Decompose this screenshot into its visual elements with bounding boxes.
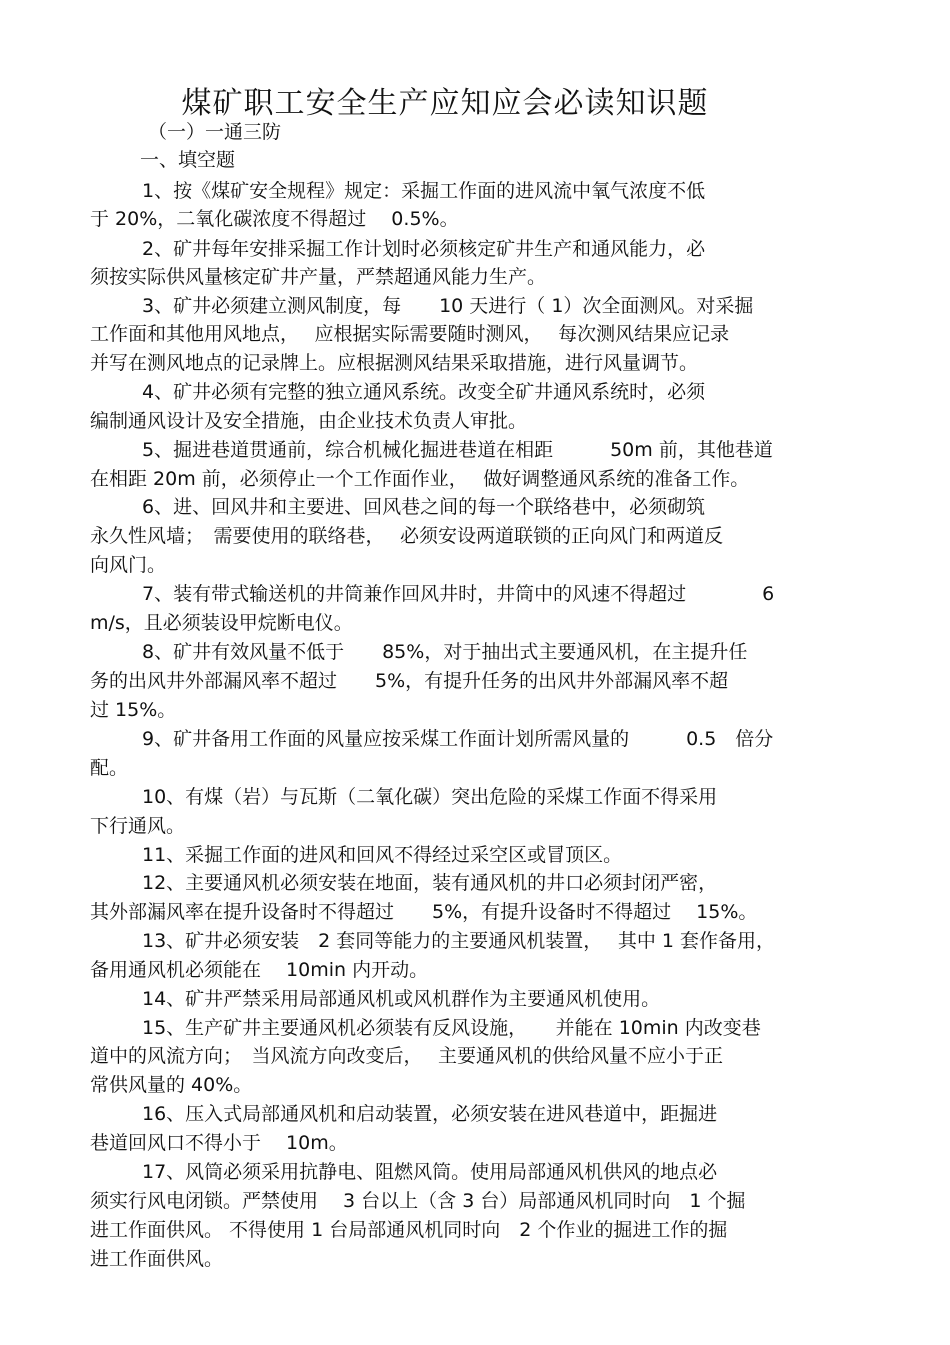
text-line: 常供风量的 40%。	[90, 1074, 253, 1096]
text-line: 工作面和其他用风地点， 应根据实际需要随时测风， 每次测风结果应记录	[90, 323, 730, 345]
text-line: 3、矿井必须建立测风制度，每 10 天进行（ 1）次全面测风。对采掘	[142, 295, 754, 317]
text-line: 向风门。	[90, 554, 167, 576]
text-line: 永久性风墙； 需要使用的联络巷， 必须安设两道联锁的正向风门和两道反	[90, 525, 724, 547]
text-line: 道中的风流方向； 当风流方向改变后， 主要通风机的供给风量不应小于正	[90, 1045, 724, 1067]
text-line: 2、矿井每年安排采掘工作计划时必须核定矿井生产和通风能力，必	[142, 238, 706, 260]
text-line: 6、进、回风井和主要进、回风巷之间的每一个联络巷中，必须砌筑	[142, 496, 706, 518]
text-line: 9、矿井备用工作面的风量应按采煤工作面计划所需风量的 0.5 倍分	[142, 728, 774, 750]
text-line: 13、矿井必须安装 2 套同等能力的主要通风机装置， 其中 1 套作备用，	[142, 930, 776, 952]
text-line: 备用通风机必须能在 10min 内开动。	[90, 959, 429, 981]
text-line: m/s，且必须装设甲烷断电仪。	[90, 612, 353, 634]
text-line: 巷道回风口不得小于 10m。	[90, 1132, 348, 1154]
text-line: 在相距 20m 前，必须停止一个工作面作业， 做好调整通风系统的准备工作。	[90, 468, 750, 490]
text-line: 配。	[90, 757, 129, 779]
text-line: 7、装有带式输送机的井筒兼作回风井时，井筒中的风速不得超过 6	[142, 583, 775, 605]
subsection-heading: 一、填空题	[140, 149, 236, 171]
text-line: 16、压入式局部通风机和启动装置，必须安装在进风巷道中，距掘进	[142, 1103, 718, 1125]
text-line: 其外部漏风率在提升设备时不得超过 5%，有提升设备时不得超过 15%。	[90, 901, 758, 923]
text-line: 进工作面供风。 不得使用 1 台局部通风机同时向 2 个作业的掘进工作的掘	[90, 1219, 728, 1241]
text-line: 于 20%，二氧化碳浓度不得超过 0.5%。	[90, 208, 459, 230]
text-line: 须按实际供风量核定矿井产量，严禁超通风能力生产。	[90, 266, 547, 288]
document-title: 煤矿职工安全生产应知应会必读知识题	[181, 86, 709, 121]
text-line: 4、矿井必须有完整的独立通风系统。改变全矿井通风系统时，必须	[142, 381, 706, 403]
text-line: 17、风筒必须采用抗静电、阻燃风筒。使用局部通风机供风的地点必	[142, 1161, 718, 1183]
text-line: 过 15%。	[90, 699, 177, 721]
text-line: 15、生产矿井主要通风机必须装有反风设施， 并能在 10min 内改变巷	[142, 1017, 761, 1039]
section-heading: （一）一通三防	[148, 121, 282, 143]
text-line: 务的出风井外部漏风率不超过 5%，有提升任务的出风井外部漏风率不超	[90, 670, 729, 692]
text-line: 1、按《煤矿安全规程》规定：采掘工作面的进风流中氧气浓度不低	[142, 180, 706, 202]
text-line: 14、矿井严禁采用局部通风机或风机群作为主要通风机使用。	[142, 988, 661, 1010]
text-line: 进工作面供风。	[90, 1248, 224, 1270]
text-line: 10、有煤（岩）与瓦斯（二氧化碳）突出危险的采煤工作面不得采用	[142, 786, 718, 808]
text-line: 5、掘进巷道贯通前，综合机械化掘进巷道在相距 50m 前，其他巷道	[142, 439, 773, 461]
text-line: 11、采掘工作面的进风和回风不得经过采空区或冒顶区。	[142, 844, 623, 866]
text-line: 须实行风电闭锁。严禁使用 3 台以上（含 3 台）局部通风机同时向 1 个掘	[90, 1190, 746, 1212]
text-line: 下行通风。	[90, 815, 186, 837]
text-line: 12、主要通风机必须安装在地面，装有通风机的井口必须封闭严密，	[142, 872, 718, 894]
text-line: 8、矿井有效风量不低于 85%，对于抽出式主要通风机，在主提升任	[142, 641, 748, 663]
text-line: 并写在测风地点的记录牌上。应根据测风结果采取措施，进行风量调节。	[90, 352, 699, 374]
text-line: 编制通风设计及安全措施，由企业技术负责人审批。	[90, 410, 528, 432]
